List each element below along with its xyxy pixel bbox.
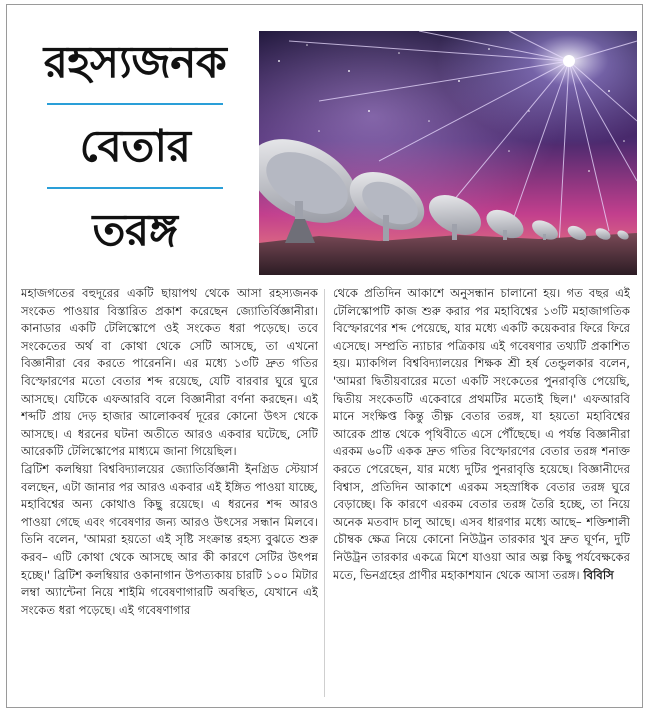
headline-line-1: রহস্যজনক (43, 37, 227, 88)
headline-divider-2 (47, 187, 223, 189)
article-paragraph-1: মহাজগতের বহুদূরের একটি ছায়াপথ থেকে আসা রহস্যজনক সংকেত পাওয়ার বিস্তারিত প্রকাশ করেছেন জ্যোতির্বিজ্ঞানীরা। কানাডার একটি টেলিস্কোপে ওই সংকেত ধরা পড়েছে। তবে সংকেতের অর্থ বা কোথা থেকে সেটি আসছে, তা এখনো বিজ্ঞানীরা বের করতে পারেননি। এর মধ্যে ১৩টি দ্রুত গতির বিস্ফোরণের মতো বেতার শব্দ রয়েছে, যেটি বারবার ঘুরে ঘুরে আসছে। যেটিকে এফআরবি বলে বিজ্ঞানীরা বর্ণনা করছেন। এই শব্দটি প্রায় দেড় হাজার আলোকবর্ষ দূরের কোনো উৎস থেকে আসছে। এ ধরনের ঘটনা অতীতে আরও একবার ঘটেছে, সেটি আরেকটি টেলিস্কোপের মাধ্যমে জানা গিয়েছিল। (21, 286, 318, 459)
article-paragraph-2: ব্রিটিশ কলম্বিয়া বিশ্ববিদ্যালয়ের জ্যোতির্বিজ্ঞানী ইনগ্রিড স্টেয়ার্স বলছেন, এটা জানার পর আরও একবার এই ইঙ্গিত পাওয়া যাচ্ছে, মহাবিশ্বের অন্য কোথাও কিছু রয়েছে। এ ধরনের শব্দ আরও পাওয়া গেছে এবং গবেষণার জন্য আরও উৎসের সন্ধান মিলবে। তিনি বলেন, 'আমরা হয়তো এই সৃষ্টি সংক্রান্ত রহস্য বুঝতে শুরু করব– এটি কোথা থেকে আসছে আর কী কারণে সেটির উৎপন্ন হচ্ছে।' ব্রিটিশ কলম্বিয়ার ওকানাগান উপত্যকায় চারটি ১০০ মিটার লম্বা অ্যান্টেনা নিয়ে শাইমি গবেষণাগারটি অবস্থিত, যেখানে এই সংকেত ধরা পড়েছে। এই গবেষণাগার (21, 461, 318, 617)
headline-line-3: তরঙ্গ (92, 205, 178, 256)
headline (19, 33, 251, 273)
article-column-left (21, 285, 318, 701)
radio-telescope-photo (259, 31, 637, 275)
article-paragraph-3-text: থেকে প্রতিদিন আকাশে অনুসন্ধান চালানো হয়। গত বছর এই টেলিস্কোপটি কাজ শুরু করার পর মহাবিশ্বের ১৩টি মহাজাগতিক বিস্ফোরণের শব্দ পেয়েছে, যার মধ্যে একটি কয়েকবার ফিরে ফিরে এসেছে। সম্প্রতি ন্যাচার পত্রিকায় এই গবেষণার তথ্যটি প্রকাশিত হয়। ম্যাকগিল বিশ্ববিদ্যালয়ের শিক্ষক শ্রী হর্ষ তেন্ডুলকার বলেন, 'আমরা দ্বিতীয়বারের মতো একটি সংকেতের পুনরাবৃত্তি পেয়েছি, দ্বিতীয় সংকেতটি একেবারে প্রথমটির মতোই ছিল।' এফআরবি মানে সংক্ষিপ্ত কিন্তু তীক্ষ্ণ বেতার তরঙ্গ, যা হয়তো মহাবিশ্বের আরেক প্রান্ত থেকে পৃথিবীতে এসে পৌঁছেছে। এ পর্যন্ত বিজ্ঞানীরা এরকম ৬০টি একক দ্রুত গতির বিস্ফোরণের বেতার তরঙ্গ শনাক্ত করতে পেরেছেন, যার মধ্যে দুটির পুনরাবৃত্তি হয়েছে। বিজ্ঞানীদের বিশ্বাস, প্রতিদিন আকাশে এরকম সহস্রাধিক বেতার তরঙ্গ ঘুরে বেড়াচ্ছে। কি কারণে এরকম বেতার তরঙ্গ তৈরি হচ্ছে, তা নিয়ে অনেক মতবাদ চালু আছে। এসব ধারণার মধ্যে আছে– শক্তিশালী চৌম্বক ক্ষেত্র নিয়ে কোনো নিউট্রন তারকার খুব দ্রুত ঘূর্ণন, দুটি নিউট্রন তারকার একত্রে মিশে যাওয়া আর অল্প কিছু পর্যবেক্ষকের মতে, ভিনগ্রহের প্রাণীর মহাকাশযান থেকে আসা তরঙ্গ। (333, 286, 630, 582)
newspaper-clipping (6, 4, 643, 708)
headline-divider-1 (47, 103, 223, 105)
article-column-right (333, 285, 630, 701)
radio-telescope-array-icon (259, 31, 637, 275)
headline-line-2: বেতার (79, 121, 191, 172)
article-paragraph-3 (333, 285, 630, 584)
column-divider (324, 289, 325, 697)
source-credit: বিবিসি (583, 567, 614, 582)
